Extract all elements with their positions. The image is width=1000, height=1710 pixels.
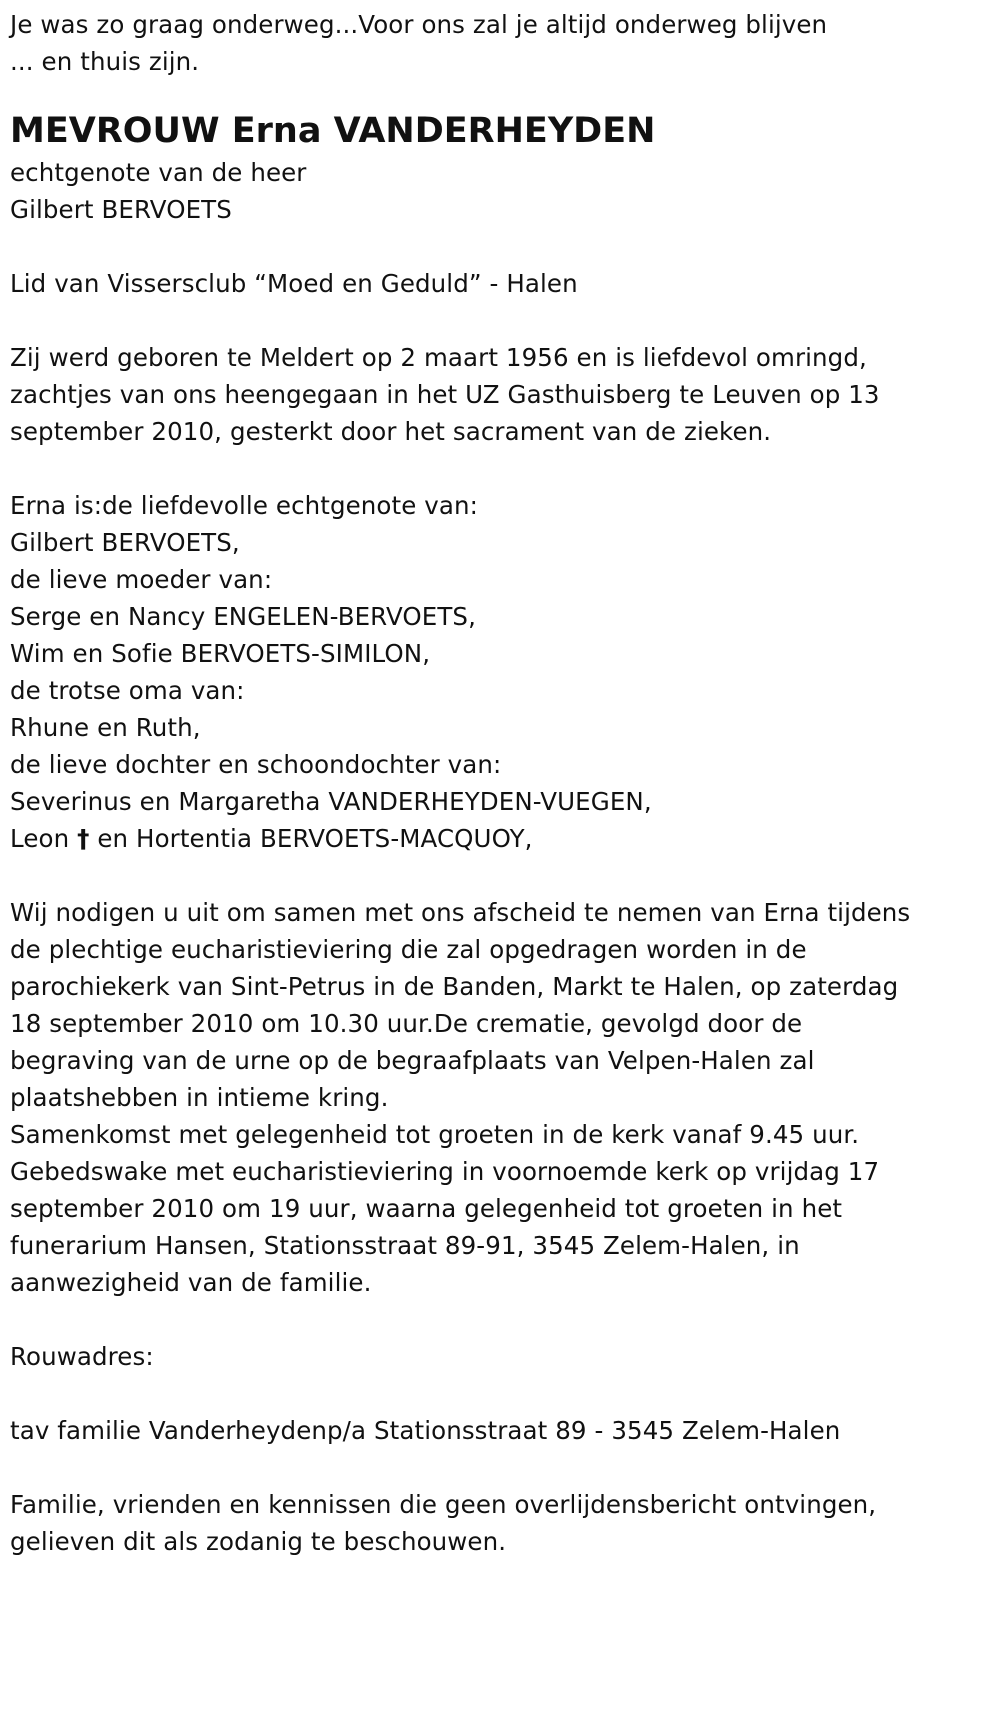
ceremony-line-10: funerarium Hansen, Stationsstraat 89-91, 3545 Zelem-Halen, in: [10, 1231, 800, 1260]
spacer: [10, 450, 995, 487]
ceremony-line-3: parochiekerk van Sint-Petrus in de Banden, Markt te Halen, op zaterdag: [10, 972, 899, 1001]
family-line-1: Erna is:de liefdevolle echtgenote van:: [10, 491, 478, 520]
ceremony-line-8: Gebedswake met eucharistieviering in voornoemde kerk op vrijdag 17: [10, 1157, 880, 1186]
spacer: [10, 228, 995, 265]
spacer: [10, 857, 995, 894]
spacer: [10, 1375, 995, 1412]
ceremony-line-11: aanwezigheid van de familie.: [10, 1268, 372, 1297]
closing-line-1: Familie, vrienden en kennissen die geen overlijdensbericht ontvingen,: [10, 1490, 877, 1519]
family-line-5: Wim en Sofie BERVOETS-SIMILON,: [10, 639, 431, 668]
ceremony-line-2: de plechtige eucharistieviering die zal opgedragen worden in de: [10, 935, 807, 964]
intro-quote-line-1: Je was zo graag onderweg...Voor ons zal je altijd onderweg blijven: [10, 10, 828, 39]
spacer: [10, 1301, 995, 1338]
ceremony-line-6: plaatshebben in intieme kring.: [10, 1083, 389, 1112]
membership-line: Lid van Vissersclub “Moed en Geduld” - Halen: [10, 269, 578, 298]
intro-quote-line-2: ... en thuis zijn.: [10, 47, 200, 76]
ceremony-line-5: begraving van de urne op de begraafplaats van Velpen-Halen zal: [10, 1046, 815, 1075]
family-line-2: Gilbert BERVOETS,: [10, 528, 240, 557]
address-label: Rouwadres:: [10, 1342, 154, 1371]
ceremony-line-4: 18 september 2010 om 10.30 uur.De crematie, gevolgd door de: [10, 1009, 803, 1038]
deceased-name: MEVROUW Erna VANDERHEYDEN: [10, 111, 656, 151]
family-line-7: Rhune en Ruth,: [10, 713, 201, 742]
spacer: [10, 302, 995, 339]
family-line-10: [10, 820, 995, 857]
ceremony-line-1: Wij nodigen u uit om samen met ons afscheid te nemen van Erna tijdens: [10, 898, 911, 927]
family-line-10-rest: en Hortentia BERVOETS-MACQUOY,: [97, 824, 533, 853]
ceremony-line-9: september 2010 om 19 uur, waarna gelegenheid tot groeten in het: [10, 1194, 843, 1223]
family-line-6: de trotse oma van:: [10, 676, 245, 705]
family-line-3: de lieve moeder van:: [10, 565, 273, 594]
spacer: [10, 1449, 995, 1486]
spouse-line-1: echtgenote van de heer: [10, 158, 307, 187]
family-line-4: Serge en Nancy ENGELEN-BERVOETS,: [10, 602, 476, 631]
spouse-line-2: Gilbert BERVOETS: [10, 195, 232, 224]
address-value: tav familie Vanderheydenp/a Stationsstraat 89 - 3545 Zelem-Halen: [10, 1416, 841, 1445]
obituary-notice: [10, 6, 995, 1560]
family-line-9: Severinus en Margaretha VANDERHEYDEN-VUEGEN,: [10, 787, 652, 816]
family-line-8: de lieve dochter en schoondochter van:: [10, 750, 502, 779]
family-line-10-name: Leon: [10, 824, 70, 853]
cross-icon: †: [77, 824, 90, 853]
birth-death-line-2: zachtjes van ons heengegaan in het UZ Gasthuisberg te Leuven op 13: [10, 380, 880, 409]
closing-line-2: gelieven dit als zodanig te beschouwen.: [10, 1527, 507, 1556]
birth-death-line-1: Zij werd geboren te Meldert op 2 maart 1956 en is liefdevol omringd,: [10, 343, 867, 372]
ceremony-line-7: Samenkomst met gelegenheid tot groeten in de kerk vanaf 9.45 uur.: [10, 1120, 860, 1149]
birth-death-line-3: september 2010, gesterkt door het sacrament van de zieken.: [10, 417, 772, 446]
